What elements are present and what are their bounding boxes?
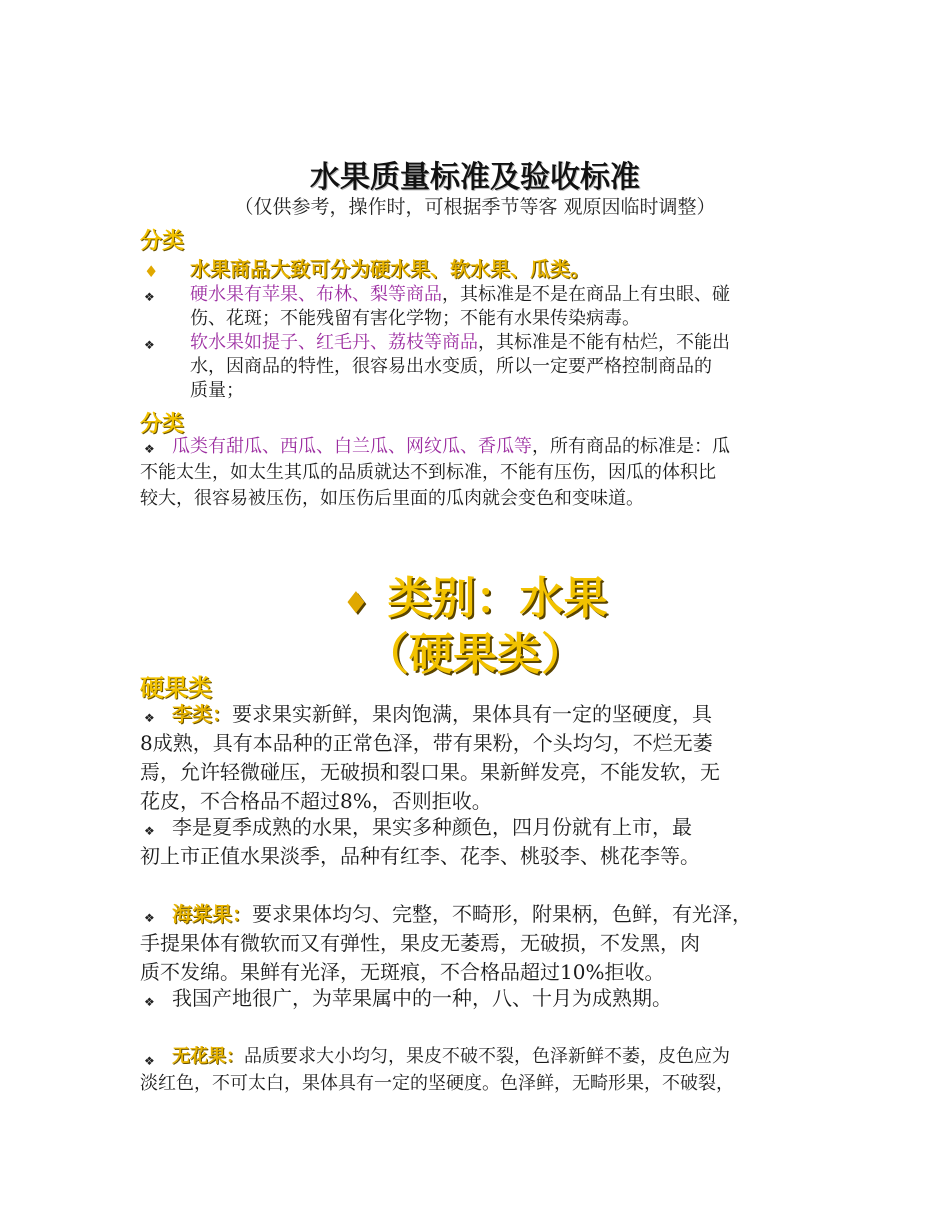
- section1-heading: 分类: [140, 229, 185, 254]
- section2-item-line3: 较大，很容易被压伤，如压伤后里面的瓜肉就会变色和变味道。: [140, 488, 644, 509]
- haitang-label: 海棠果：: [172, 902, 252, 926]
- haitang-line2: 手提果体有微软而又有弹性，果皮无萎焉，无破损，不发黑，肉: [140, 931, 700, 955]
- section1-main-point: 水果商品大致可分为硬水果、软水果、瓜类。: [190, 257, 590, 281]
- item2-highlight: 软水果如提子、红毛丹、荔枝等商品: [190, 332, 478, 353]
- fleuron-bullet-icon: ❖: [144, 1054, 155, 1068]
- li-line3: 焉，允许轻微碰压，无破损和裂口果。果新鲜发亮，不能发软，无: [140, 760, 720, 784]
- fleuron-bullet-icon: ❖: [144, 824, 155, 838]
- page-title: 水果质量标准及验收标准: [310, 160, 640, 195]
- diamond-bullet-icon: ♦: [342, 586, 370, 621]
- wuhuaguo-line1: [172, 1044, 730, 1070]
- page-subtitle: （仅供参考，操作时，可根据季节等客 观原因临时调整）: [234, 196, 716, 218]
- fleuron-bullet-icon: ❖: [144, 995, 155, 1009]
- li-label: 李类：: [172, 702, 232, 726]
- wuhuaguo-line1-rest: 品质要求大小均匀，果皮不破不裂，色泽新鲜不萎，皮色应为: [244, 1046, 730, 1067]
- section1-item1-line1: [190, 283, 730, 307]
- li-line1-rest: 要求果实新鲜，果肉饱满，果体具有一定的坚硬度，具: [232, 702, 712, 726]
- section1-item2-line2: 水，因商品的特性，很容易出水变质，所以一定要严格控制商品的: [190, 356, 712, 377]
- haitang-line1-rest: 要求果体均匀、完整，不畸形，附果柄，色鲜，有光泽，: [252, 902, 752, 926]
- item2-line1-rest: ，其标准是不能有枯烂，不能出: [478, 332, 730, 353]
- item1-highlight: 硬水果有苹果、布林、梨等商品: [190, 284, 442, 305]
- li-line1: [172, 700, 712, 728]
- wuhuaguo-label: 无花果：: [172, 1046, 244, 1067]
- section1-item1-line2: 伤、花斑；不能残留有害化学物；不能有水果传染病毒。: [190, 308, 640, 329]
- haitang-line3: 质不发绵。果鲜有光泽，无斑痕，不合格品超过10%拒收。: [140, 960, 665, 984]
- diamond-bullet-icon: ♦: [144, 262, 159, 281]
- section2-line1-rest: ，所有商品的标准是：瓜: [532, 436, 730, 457]
- hard-fruit-heading: 硬果类: [140, 674, 212, 702]
- section2-item-line1: [172, 435, 730, 459]
- fleuron-bullet-icon: ❖: [144, 911, 155, 925]
- fleuron-bullet-icon: ❖: [144, 290, 155, 304]
- section2-highlight: 瓜类有甜瓜、西瓜、白兰瓜、网纹瓜、香瓜等: [172, 436, 532, 457]
- category-title-line2: （硬果类）: [365, 629, 585, 680]
- wuhuaguo-line2: 淡红色，不可太白，果体具有一定的坚硬度。色泽鲜，无畸形果，不破裂，: [140, 1073, 734, 1094]
- fleuron-bullet-icon: ❖: [144, 338, 155, 352]
- haitang-line1: [172, 900, 752, 928]
- item1-line1-rest: ，其标准是不是在商品上有虫眼、碰: [442, 284, 730, 305]
- li-line2: 8成熟，具有本品种的正常色泽，带有果粉，个头均匀，不烂无萎: [140, 731, 713, 755]
- fleuron-bullet-icon: ❖: [144, 711, 155, 725]
- category-title-line1: ♦ 类别：水果: [342, 573, 608, 624]
- section2-item-line2: 不能太生，如太生其瓜的品质就达不到标准，不能有压伤，因瓜的体积比: [140, 462, 716, 483]
- li-line4: 花皮，不合格品不超过8%，否则拒收。: [140, 789, 492, 813]
- section1-item2-line1: [190, 331, 730, 355]
- section1-item2-line3: 质量；: [190, 380, 244, 401]
- fleuron-bullet-icon: ❖: [144, 442, 155, 456]
- li-note-line1: 李是夏季成熟的水果，果实多种颜色，四月份就有上市，最: [172, 815, 692, 839]
- haitang-note-line1: 我国产地很广，为苹果属中的一种，八、十月为成熟期。: [172, 986, 672, 1010]
- section2-heading: 分类: [140, 412, 185, 437]
- li-note-line2: 初上市正值水果淡季，品种有红李、花李、桃驳李、桃花李等。: [140, 844, 700, 868]
